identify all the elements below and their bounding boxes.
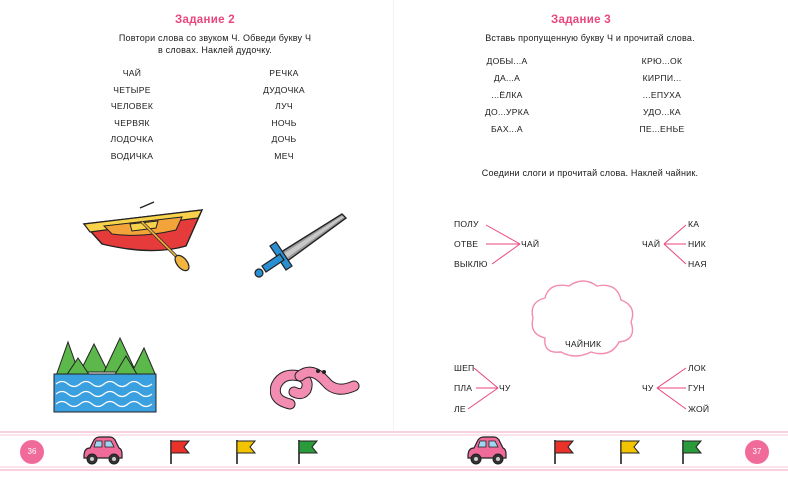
gap-word: ПЕ...ЕНЬЕ (639, 124, 685, 134)
gap-word: ...ЁЛКА (491, 90, 523, 100)
syllable: ПЛА (454, 383, 473, 393)
car-icon (80, 434, 124, 468)
word: ЧАЙ (122, 68, 142, 78)
gap-word: ДА...А (493, 73, 521, 83)
right-task-title: Задание 3 (551, 14, 611, 26)
word: РЕЧКА (269, 68, 299, 78)
syllable-center: ЧУ (499, 383, 511, 393)
gap-word: КИРПИ... (642, 73, 682, 83)
syllable: ВЫКЛЮ (454, 259, 488, 269)
word: МЕЧ (274, 150, 294, 161)
syllable: ЛЕ (454, 404, 466, 414)
syllable: НАЯ (688, 259, 707, 269)
red-flag-icon (552, 438, 576, 466)
yellow-flag-icon (234, 438, 258, 466)
left-page-number: 36 (20, 440, 44, 464)
syllable: ШЕП (454, 363, 475, 373)
car-icon (464, 434, 508, 468)
gap-word: ДОБЫ...А (486, 56, 528, 66)
word: ДУДОЧКА (263, 84, 305, 95)
gap-word: ДО...УРКА (484, 107, 530, 117)
right-instruction: Вставь пропущенную букву Ч и прочитай слова. (485, 33, 695, 43)
left-instruction: Повтори слова со звуком Ч. Обведи букву Ч в словах. Наклей дудочку. (118, 33, 312, 55)
syllable: КА (688, 219, 700, 229)
word: НОЧЬ (271, 117, 297, 128)
gap-word: УДО...КА (643, 107, 681, 117)
syllable: ПОЛУ (454, 219, 479, 229)
word: ДОЧЬ (271, 134, 297, 145)
gap-word: БАХ...А (491, 124, 523, 134)
word: ВОДИЧКА (110, 150, 154, 161)
syllable-center: ЧУ (642, 383, 654, 393)
cloud-label: ЧАЙНИК (565, 339, 602, 349)
word: ЧЕТЫРЕ (113, 84, 151, 95)
left-task-title: Задание 2 (175, 14, 235, 26)
green-flag-icon (296, 438, 320, 466)
right-page-number: 37 (745, 440, 769, 464)
syllable-center: ЧАЙ (642, 239, 661, 249)
syllable: ЛОК (688, 363, 706, 373)
gap-word: ...ЕПУХА (642, 90, 682, 100)
syllable: ЖОЙ (688, 404, 710, 414)
right-instruction2: Соедини слоги и прочитай слова. Наклей чайник. (481, 168, 699, 178)
syllable-center: ЧАЙ (521, 239, 540, 249)
word: ЧЕЛОВЕК (110, 101, 154, 112)
gap-word: КРЮ...ОК (641, 56, 683, 66)
yellow-flag-icon (618, 438, 642, 466)
bottom-decor-band (0, 428, 788, 488)
syllable: НИК (688, 239, 706, 249)
word: ЧЕРВЯК (114, 117, 150, 128)
green-flag-icon (680, 438, 704, 466)
red-flag-icon (168, 438, 192, 466)
word: ЛОДОЧКА (110, 134, 154, 145)
word: ЛУЧ (275, 101, 293, 112)
syllable: ГУН (688, 383, 705, 393)
syllable: ОТВЕ (454, 239, 479, 249)
